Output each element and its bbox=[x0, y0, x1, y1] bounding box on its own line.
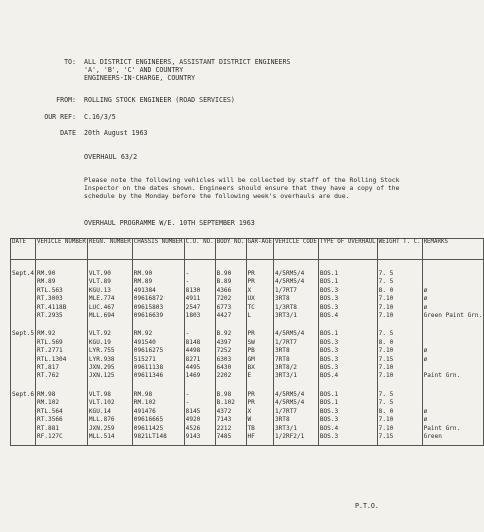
garage-cell: L bbox=[246, 312, 273, 320]
vehicle-code-cell: 3RT8 bbox=[273, 347, 318, 355]
to-label: TO: bbox=[64, 58, 76, 66]
spacer-cell bbox=[215, 381, 246, 391]
spacer-cell bbox=[318, 381, 377, 391]
table-row bbox=[11, 347, 484, 355]
table-row bbox=[11, 339, 484, 347]
spacer-cell bbox=[184, 260, 215, 271]
spacer-cell bbox=[11, 260, 36, 271]
date-cell bbox=[11, 287, 36, 295]
spacer-cell bbox=[273, 320, 318, 330]
type-of-overhaul-cell: BOS.3 bbox=[318, 416, 377, 424]
remarks-cell bbox=[422, 270, 484, 278]
chassis-number-cell: 491540 bbox=[132, 339, 184, 347]
body-no-cell: 7252 bbox=[215, 347, 246, 355]
weight-cell: 7. 5 bbox=[377, 270, 422, 278]
cu-no-cell: - bbox=[184, 391, 215, 399]
cu-no-cell: 2547 bbox=[184, 304, 215, 312]
chassis-number-cell: 09616275 bbox=[132, 347, 184, 355]
regn-number-cell: VLT.98 bbox=[87, 391, 132, 399]
chassis-number-cell: 491476 bbox=[132, 408, 184, 416]
vehicle-code-cell: 3RT3/1 bbox=[273, 425, 318, 433]
vehicle-code-cell: 4/5RM5/4 bbox=[273, 270, 318, 278]
date-cell: Sept.5 bbox=[12, 330, 35, 338]
date-cell bbox=[11, 408, 36, 416]
weight-cell: 7.10 bbox=[377, 312, 422, 320]
header-type-of-overhaul: TYPE OF OVERHAUL bbox=[318, 239, 377, 260]
remarks-cell: Green Paint Grn. bbox=[423, 312, 483, 320]
header-remarks: REMARKS bbox=[422, 239, 484, 260]
spacer-cell bbox=[422, 441, 484, 446]
date-value: 20th August 1963 bbox=[84, 129, 148, 137]
type-of-overhaul-cell: BOS.1 bbox=[318, 391, 377, 399]
vehicle-code-cell: 3RT8/2 bbox=[273, 364, 318, 372]
vehicle-number-cell: RTL.1304 bbox=[36, 356, 88, 364]
spacer-cell bbox=[87, 320, 132, 330]
spacer-cell bbox=[36, 381, 88, 391]
header-vehicle-number: VEHICLE NUMBER bbox=[36, 239, 88, 260]
body-no-cell: B.89 bbox=[215, 278, 246, 286]
spacer-cell bbox=[273, 381, 318, 391]
from-value: ROLLING STOCK ENGINEER (ROAD SERVICES) bbox=[84, 96, 235, 104]
weight-cell: 7.10 bbox=[377, 372, 422, 380]
spacer-cell bbox=[87, 260, 132, 271]
regn-number-cell: KGU.13 bbox=[87, 287, 132, 295]
to-line-3: ENGINEERS-IN-CHARGE, COUNTRY bbox=[84, 74, 196, 82]
vehicle-code-cell: 4/5RM5/4 bbox=[273, 278, 318, 286]
table-row bbox=[11, 416, 484, 424]
regn-number-cell: KGU.19 bbox=[87, 339, 132, 347]
body-no-cell: 2212 bbox=[215, 425, 246, 433]
vehicle-number-cell: RM.90 bbox=[36, 270, 88, 278]
spacer-cell bbox=[246, 260, 273, 271]
weight-cell: 7. 5 bbox=[377, 330, 422, 338]
regn-number-cell: VLT.90 bbox=[87, 270, 132, 278]
cu-no-cell: - bbox=[184, 399, 215, 407]
header-vehicle-code: VEHICLE CODE bbox=[273, 239, 318, 260]
spacer-cell bbox=[11, 441, 36, 446]
to-line-2: 'A', 'B', 'C' AND COUNTRY bbox=[84, 66, 184, 74]
body-no-cell: 4427 bbox=[215, 312, 246, 320]
spacer-cell bbox=[215, 320, 246, 330]
spacer-cell bbox=[11, 381, 36, 391]
ref-label: OUR REF: bbox=[44, 113, 76, 121]
header-regn-number: REGN. NUMBER bbox=[87, 239, 132, 260]
weight-cell: 8. 0 bbox=[377, 339, 422, 347]
group-spacer bbox=[11, 381, 484, 391]
weight-cell: 7.10 bbox=[377, 425, 422, 433]
chassis-number-cell: 09611425 bbox=[132, 425, 184, 433]
date-cell bbox=[11, 339, 36, 347]
table-row bbox=[11, 295, 484, 303]
regn-number-cell: VLT.102 bbox=[87, 399, 132, 407]
body-no-cell: 7202 bbox=[215, 295, 246, 303]
vehicle-number-cell: RT.3003 bbox=[36, 295, 88, 303]
header-weight: WEIGHT T. C. bbox=[377, 239, 422, 260]
spacer-cell bbox=[377, 441, 422, 446]
remarks-cell: ø bbox=[422, 304, 484, 312]
remarks-cell bbox=[422, 278, 484, 286]
vehicle-code-cell: 3RT3/1 bbox=[273, 312, 318, 320]
table-row bbox=[11, 330, 484, 338]
chassis-number-cell: 491384 bbox=[132, 287, 184, 295]
spacer-cell bbox=[87, 441, 132, 446]
weight-cell: 7.10 bbox=[377, 416, 422, 424]
type-of-overhaul-cell: BOS.3 bbox=[318, 287, 377, 295]
vehicle-number-cell: RTL.569 bbox=[36, 339, 88, 347]
vehicle-code-cell: 1/7RT7 bbox=[273, 339, 318, 347]
regn-number-cell: VLT.92 bbox=[87, 330, 132, 338]
header-body-no: BODY NO. bbox=[215, 239, 246, 260]
spacer-cell bbox=[318, 441, 377, 446]
header-garage: GAR-AGE bbox=[246, 239, 273, 260]
vehicle-code-cell: 4/5RM5/4 bbox=[273, 399, 318, 407]
spacer-cell bbox=[36, 260, 88, 271]
date-cell bbox=[11, 399, 36, 407]
type-of-overhaul-cell: BOS.1 bbox=[318, 399, 377, 407]
from-label: FROM: bbox=[56, 96, 76, 104]
weight-cell: 7.10 bbox=[377, 347, 422, 355]
group-spacer bbox=[11, 260, 484, 271]
body-no-cell: 4366 bbox=[215, 287, 246, 295]
header-chassis-number: CHASSIS NUMBER bbox=[132, 239, 184, 260]
spacer-cell bbox=[377, 260, 422, 271]
spacer-cell bbox=[422, 260, 484, 271]
date-cell bbox=[11, 295, 36, 303]
chassis-number-cell: RM.98 bbox=[132, 391, 184, 399]
spacer-cell bbox=[11, 320, 36, 330]
table-row bbox=[11, 372, 484, 380]
remarks-cell bbox=[422, 391, 484, 399]
remarks-cell bbox=[422, 399, 484, 407]
table-row bbox=[11, 278, 484, 286]
to-line-1: ALL DISTRICT ENGINEERS, ASSISTANT DISTRICT ENGINEERS bbox=[84, 58, 291, 66]
header-cu-no: C.U. NO. bbox=[184, 239, 215, 260]
garage-cell: E bbox=[246, 372, 273, 380]
spacer-cell bbox=[377, 320, 422, 330]
remarks-cell bbox=[422, 330, 484, 338]
spacer-cell bbox=[184, 381, 215, 391]
regn-number-cell: LYR.938 bbox=[87, 356, 132, 364]
spacer-cell bbox=[273, 441, 318, 446]
table-row bbox=[11, 364, 484, 372]
table-end-row bbox=[11, 441, 484, 446]
type-of-overhaul-cell: BOS.1 bbox=[318, 330, 377, 338]
regn-number-cell: LYR.755 bbox=[87, 347, 132, 355]
garage-cell: PR bbox=[246, 278, 273, 286]
weight-cell: 8. 0 bbox=[377, 408, 422, 416]
cu-no-cell: - bbox=[184, 278, 215, 286]
spacer-cell bbox=[215, 441, 246, 446]
spacer-cell bbox=[422, 381, 484, 391]
remarks-cell: Paint Grn. bbox=[422, 425, 484, 433]
garage-cell: PB bbox=[246, 347, 273, 355]
vehicle-code-cell: 1/7RT7 bbox=[273, 287, 318, 295]
vehicle-number-cell: RT.4118B bbox=[36, 304, 88, 312]
vehicle-number-cell: RT.3566 bbox=[36, 416, 88, 424]
type-of-overhaul-cell: BOS.1 bbox=[318, 278, 377, 286]
spacer-cell bbox=[318, 320, 377, 330]
spacer-cell bbox=[184, 320, 215, 330]
regn-number-cell: LUC.467 bbox=[87, 304, 132, 312]
group-spacer bbox=[11, 320, 484, 330]
body-no-cell: B.102 bbox=[215, 399, 246, 407]
vehicle-code-cell: 7RT8 bbox=[273, 356, 318, 364]
regn-number-cell: KGU.14 bbox=[87, 408, 132, 416]
body-no-cell: B.98 bbox=[215, 391, 246, 399]
cu-no-cell: 4920 bbox=[184, 416, 215, 424]
vehicle-number-cell: RT.762 bbox=[36, 372, 88, 380]
date-cell bbox=[11, 364, 36, 372]
regn-number-cell: JXN.125 bbox=[87, 372, 132, 380]
programme-heading: OVERHAUL PROGRAMME W/E. 10TH SEPTEMBER 1963 bbox=[84, 219, 255, 227]
garage-cell: UX bbox=[246, 295, 273, 303]
cu-no-cell: 8271 bbox=[184, 356, 215, 364]
garage-cell: SW bbox=[246, 339, 273, 347]
regn-number-cell: MLL.694 bbox=[87, 312, 132, 320]
spacer-cell bbox=[246, 441, 273, 446]
type-of-overhaul-cell: BOS.4 bbox=[318, 425, 377, 433]
type-of-overhaul-cell: BOS.3 bbox=[318, 433, 377, 441]
chassis-number-cell: 09611138 bbox=[132, 364, 184, 372]
vehicle-number-cell: RT.881 bbox=[36, 425, 88, 433]
date-cell: Sept.6 bbox=[12, 390, 35, 398]
cu-no-cell: 8130 bbox=[184, 287, 215, 295]
vehicle-number-cell: RM.92 bbox=[36, 330, 88, 338]
type-of-overhaul-cell: BOS.4 bbox=[318, 372, 377, 380]
spacer-cell bbox=[184, 441, 215, 446]
spacer-cell bbox=[246, 381, 273, 391]
chassis-number-cell: RM.102 bbox=[132, 399, 184, 407]
type-of-overhaul-cell: BOS.3 bbox=[318, 339, 377, 347]
table-row bbox=[11, 356, 484, 364]
cu-no-cell: 1803 bbox=[184, 312, 215, 320]
weight-cell: 7. 5 bbox=[377, 278, 422, 286]
garage-cell: GM bbox=[246, 356, 273, 364]
chassis-number-cell: RM.90 bbox=[132, 270, 184, 278]
cu-no-cell: 1469 bbox=[184, 372, 215, 380]
vehicle-number-cell: RM.102 bbox=[36, 399, 88, 407]
body-no-cell: 2202 bbox=[215, 372, 246, 380]
body-no-cell: B.92 bbox=[215, 330, 246, 338]
body-no-cell: B.90 bbox=[215, 270, 246, 278]
garage-cell: PR bbox=[246, 391, 273, 399]
weight-cell: 7. 5 bbox=[377, 391, 422, 399]
remarks-cell: ø bbox=[422, 347, 484, 355]
date-cell bbox=[11, 416, 36, 424]
table-row bbox=[11, 433, 484, 441]
spacer-cell bbox=[132, 320, 184, 330]
vehicle-code-cell: 3RT8 bbox=[273, 416, 318, 424]
remarks-cell: ø bbox=[422, 287, 484, 295]
overhaul-schedule-table bbox=[10, 238, 484, 446]
garage-cell: TB bbox=[246, 425, 273, 433]
type-of-overhaul-cell: BOS.3 bbox=[318, 304, 377, 312]
vehicle-number-cell: RT.2771 bbox=[36, 347, 88, 355]
body-no-cell: 6430 bbox=[215, 364, 246, 372]
table-row bbox=[11, 399, 484, 407]
spacer-cell bbox=[132, 381, 184, 391]
date-cell bbox=[11, 347, 36, 355]
vehicle-code-cell: 4/5RM5/4 bbox=[273, 391, 318, 399]
garage-cell: W bbox=[246, 416, 273, 424]
cu-no-cell: 8145 bbox=[184, 408, 215, 416]
date-cell bbox=[11, 425, 36, 433]
overhaul-title: OVERHAUL 63/2 bbox=[84, 153, 138, 161]
cu-no-cell: 4498 bbox=[184, 347, 215, 355]
body-no-cell: 4397 bbox=[215, 339, 246, 347]
type-of-overhaul-cell: BOS.3 bbox=[318, 347, 377, 355]
date-cell bbox=[11, 312, 36, 320]
garage-cell: X bbox=[246, 408, 273, 416]
weight-cell: 7.10 bbox=[377, 364, 422, 372]
spacer-cell bbox=[132, 441, 184, 446]
regn-number-cell: MLE.774 bbox=[87, 295, 132, 303]
spacer-cell bbox=[246, 320, 273, 330]
remarks-cell: ø bbox=[422, 408, 484, 416]
regn-number-cell: MLL.876 bbox=[87, 416, 132, 424]
cu-no-cell: 4911 bbox=[184, 295, 215, 303]
remarks-cell: ø bbox=[422, 416, 484, 424]
body-no-cell: 6773 bbox=[215, 304, 246, 312]
table-header-row bbox=[11, 239, 484, 260]
vehicle-code-cell: 1/7RT7 bbox=[273, 408, 318, 416]
date-cell bbox=[11, 304, 36, 312]
date-cell bbox=[11, 372, 36, 380]
cu-no-cell: 4495 bbox=[184, 364, 215, 372]
vehicle-number-cell: RM.98 bbox=[36, 391, 88, 399]
body-no-cell: 7485 bbox=[215, 433, 246, 441]
date-label: DATE bbox=[60, 129, 76, 137]
table-row bbox=[11, 304, 484, 312]
body-no-cell: 4372 bbox=[215, 408, 246, 416]
pto-note: P.T.O. bbox=[355, 502, 379, 510]
vehicle-number-cell: RF.127C bbox=[36, 433, 88, 441]
table-row bbox=[11, 391, 484, 399]
garage-cell: X bbox=[246, 287, 273, 295]
chassis-number-cell: 09616665 bbox=[132, 416, 184, 424]
spacer-cell bbox=[36, 441, 88, 446]
table-row bbox=[11, 425, 484, 433]
type-of-overhaul-cell: BOS.3 bbox=[318, 364, 377, 372]
chassis-number-cell: 09616639 bbox=[132, 312, 184, 320]
vehicle-code-cell: 3RT3/1 bbox=[273, 372, 318, 380]
ref-value: C.16/3/5 bbox=[84, 113, 116, 121]
remarks-cell: ø bbox=[422, 356, 484, 364]
vehicle-number-cell: RM.89 bbox=[36, 278, 88, 286]
type-of-overhaul-cell: BOS.4 bbox=[318, 312, 377, 320]
header-date: DATE bbox=[11, 239, 36, 260]
body-no-cell: 7143 bbox=[215, 416, 246, 424]
type-of-overhaul-cell: BOS.3 bbox=[318, 408, 377, 416]
remarks-cell: Paint Grn. bbox=[422, 372, 484, 380]
chassis-number-cell: 09616872 bbox=[132, 295, 184, 303]
weight-cell: 7.10 bbox=[377, 295, 422, 303]
remarks-cell bbox=[422, 364, 484, 372]
cu-no-cell: 8148 bbox=[184, 339, 215, 347]
spacer-cell bbox=[36, 320, 88, 330]
regn-number-cell: JXN.259 bbox=[87, 425, 132, 433]
chassis-number-cell: RM.92 bbox=[132, 330, 184, 338]
table-row bbox=[11, 312, 484, 320]
table-row bbox=[11, 287, 484, 295]
instruction-paragraph: Please note the following vehicles will be collected by staff of the Rolling Stock Inspector on the dates shown. Engineers should ensure that they have a copy of the schedule by the Monday before the following week's overhauls are due. bbox=[84, 176, 400, 201]
date-cell: Sept.4 bbox=[12, 270, 35, 277]
spacer-cell bbox=[87, 381, 132, 391]
vehicle-number-cell: RTL.563 bbox=[36, 287, 88, 295]
weight-cell: 7.10 bbox=[377, 304, 422, 312]
date-cell bbox=[11, 433, 36, 441]
spacer-cell bbox=[215, 260, 246, 271]
regn-number-cell: MLL.514 bbox=[87, 433, 132, 441]
remarks-cell bbox=[422, 339, 484, 347]
type-of-overhaul-cell: BOS.3 bbox=[318, 356, 377, 364]
spacer-cell bbox=[273, 260, 318, 271]
garage-cell: HF bbox=[246, 433, 273, 441]
garage-cell: PR bbox=[246, 270, 273, 278]
chassis-number-cell: 515271 bbox=[132, 356, 184, 364]
vehicle-code-cell: 3RT8 bbox=[273, 295, 318, 303]
type-of-overhaul-cell: BOS.3 bbox=[318, 295, 377, 303]
chassis-number-cell: 9821LT148 bbox=[132, 433, 184, 441]
garage-cell: PR bbox=[246, 399, 273, 407]
vehicle-code-cell: 1/2RF2/1 bbox=[273, 433, 318, 441]
type-of-overhaul-cell: BOS.1 bbox=[318, 270, 377, 278]
cu-no-cell: 9143 bbox=[184, 433, 215, 441]
vehicle-number-cell: RT.2935 bbox=[36, 312, 88, 320]
weight-cell: 7.15 bbox=[377, 433, 422, 441]
vehicle-number-cell: RT.817 bbox=[36, 364, 88, 372]
garage-cell: BX bbox=[246, 364, 273, 372]
chassis-number-cell: RM.89 bbox=[132, 278, 184, 286]
cu-no-cell: 4526 bbox=[184, 425, 215, 433]
date-cell bbox=[11, 278, 36, 286]
vehicle-code-cell: 1/3RT8 bbox=[273, 304, 318, 312]
table-row bbox=[11, 408, 484, 416]
spacer-cell bbox=[132, 260, 184, 271]
cu-no-cell: - bbox=[184, 330, 215, 338]
weight-cell: 7. 5 bbox=[377, 399, 422, 407]
table-row bbox=[11, 270, 484, 278]
chassis-number-cell: 09615803 bbox=[132, 304, 184, 312]
weight-cell: 7.15 bbox=[377, 356, 422, 364]
garage-cell: PR bbox=[246, 330, 273, 338]
spacer-cell bbox=[422, 320, 484, 330]
weight-cell: 8. 0 bbox=[377, 287, 422, 295]
garage-cell: TC bbox=[246, 304, 273, 312]
vehicle-code-cell: 4/5RM5/4 bbox=[273, 330, 318, 338]
spacer-cell bbox=[377, 381, 422, 391]
chassis-number-cell: 09611346 bbox=[132, 372, 184, 380]
regn-number-cell: JXN.295 bbox=[87, 364, 132, 372]
regn-number-cell: VLT.89 bbox=[87, 278, 132, 286]
date-cell bbox=[11, 356, 36, 364]
remarks-cell: Green bbox=[422, 433, 484, 441]
vehicle-number-cell: RTL.564 bbox=[36, 408, 88, 416]
body-no-cell: 6303 bbox=[215, 356, 246, 364]
remarks-cell: ø bbox=[422, 295, 484, 303]
spacer-cell bbox=[318, 260, 377, 271]
cu-no-cell: - bbox=[184, 270, 215, 278]
